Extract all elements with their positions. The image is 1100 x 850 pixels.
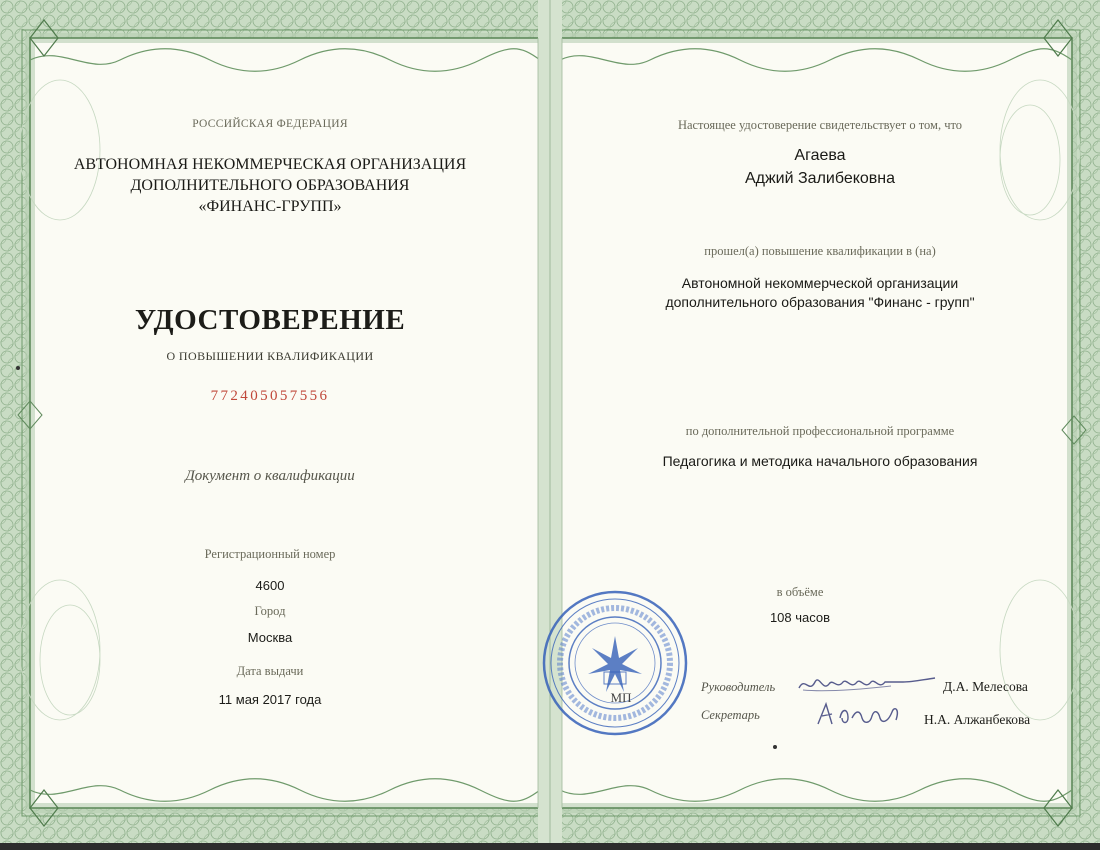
scan-speck — [16, 366, 20, 370]
volume-label: в объёме — [776, 585, 824, 599]
program-name: Педагогика и методика начального образования — [662, 453, 978, 469]
official-seal-icon — [540, 588, 690, 738]
document-type: Документ о квалификации — [185, 468, 355, 484]
country-label: РОССИЙСКАЯ ФЕДЕРАЦИЯ — [192, 118, 348, 130]
document-subtitle: О ПОВЫШЕНИИ КВАЛИФИКАЦИИ — [166, 349, 374, 363]
certify-text: Настоящее удостоверение свидетельствует о том, что — [677, 118, 963, 132]
holder-given-names: Аджий Залибековна — [744, 170, 896, 187]
holder-surname: Агаева — [794, 147, 846, 164]
document-title: УДОСТОВЕРЕНИЕ — [134, 304, 406, 336]
secretary-label: Секретарь — [701, 708, 760, 722]
institution-line-2: дополнительного образования "Финанс - групп" — [665, 294, 975, 310]
institution-line-1: Автономной некоммерческой организации — [681, 275, 959, 291]
registration-number-value: 4600 — [255, 578, 285, 593]
scan-speck — [773, 745, 777, 749]
issue-date-value: 11 мая 2017 года — [218, 692, 322, 707]
city-label: Город — [254, 604, 286, 618]
serial-number: 772405057556 — [210, 388, 330, 404]
registration-number-label: Регистрационный номер — [204, 547, 336, 561]
director-name: Д.А. Мелесова — [943, 679, 1028, 694]
issue-date-label: Дата выдачи — [236, 664, 304, 678]
scan-edge — [0, 843, 1100, 850]
organization-name-line-1: АВТОНОМНАЯ НЕКОММЕРЧЕСКАЯ ОРГАНИЗАЦИЯ — [73, 156, 467, 173]
seal-mark: МП — [610, 690, 632, 705]
director-signature-icon — [795, 668, 940, 698]
organization-name-line-2: ДОПОЛНИТЕЛЬНОГО ОБРАЗОВАНИЯ — [130, 177, 410, 194]
completed-text: прошел(а) повышение квалификации в (на) — [704, 244, 936, 258]
secretary-name: Н.А. Алжанбекова — [924, 712, 1031, 727]
secretary-signature-icon — [812, 698, 907, 732]
director-label: Руководитель — [701, 680, 776, 694]
volume-value: 108 часов — [769, 610, 831, 625]
program-label: по дополнительной профессиональной программе — [685, 424, 955, 438]
city-value: Москва — [247, 630, 293, 645]
organization-name-line-3: «ФИНАНС-ГРУПП» — [198, 198, 342, 215]
